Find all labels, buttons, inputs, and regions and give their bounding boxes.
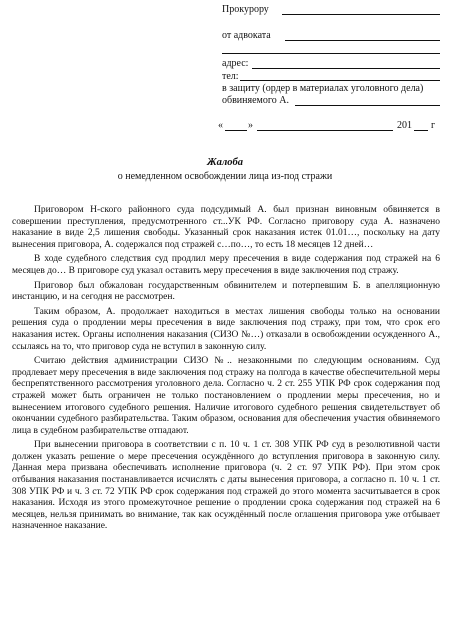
date-open-quote: « (218, 120, 223, 131)
address-blank (252, 68, 440, 69)
defense-line: в защиту (ордер в материалах уголовного дела) (222, 83, 424, 94)
date-year-blank (414, 130, 428, 131)
document-subtitle: о немедленном освобождении лица из-под стражи (117, 171, 333, 182)
accused-blank (295, 105, 440, 106)
date-day-blank (225, 130, 247, 131)
paragraph: Таким образом, А. продолжает находиться в местах лишения свободы только на основании решения суда о продлении меры пресечения в виде заключения под стражу, при том, что срок его наказания истек. Органы исполнения наказания (СИЗО №…) отказали в освобождении осужденного А., ссылаясь на то, что приговор суда не вступил в законную силу. (12, 306, 440, 352)
prosecutor-blank (282, 14, 440, 15)
blank-line (222, 53, 440, 54)
lawyer-blank (285, 40, 440, 41)
accused-label: обвиняемого А. (222, 95, 289, 106)
date-month-blank (257, 130, 393, 131)
document-title: Жалоба (206, 157, 244, 168)
phone-label: тел: (222, 71, 239, 82)
phone-blank (240, 80, 440, 81)
lawyer-label: от адвоката (222, 30, 271, 41)
paragraph: В ходе судебного следствия суд продлил меру пресечения в виде содержания под стражей на 6 месяцев до… В приговоре суд указал оставить меру пресечения в виде заключения под стражу. (12, 254, 440, 276)
complaint-body (12, 205, 440, 536)
paragraph: Считаю действия администрации СИЗО №.. незаконными по следующим основаниям. Суд продлевает меру пресечения в виде заключения под стражу на полгода в качестве обеспечительной меры беспрепятственного рассмотрения уголовного дела. Согласно ч. 2 ст. 255 УПК РФ срок содержания под стражей может быть ограничен не только постановлением о продлении меры пресечения, но и вынесением итогового судебного решения. Наличие итогового судебного решения свидетельствует об окончании судебного разбирательства. Таким образом, основания для обеспечения участия обвиняемого лица в судебном разбирательстве отпадают. (12, 356, 440, 436)
paragraph: Приговором Н-ского районного суда подсудимый А. был признан виновным обвиняется в совершении преступления, предусмотренного ст...УК РФ. Согласно приговору суда А. назначено наказание в виде 2,5 лишения свободы. Указанный срок наказания истек 01.01…, поскольку на дату вынесения приговора, А. содержался под стражей с…по…, то есть 18 месяцев 12 дней… (12, 205, 440, 250)
prosecutor-label: Прокурору (222, 4, 269, 15)
date-year-suffix: г (431, 120, 436, 131)
date-close-quote: » (248, 120, 253, 131)
paragraph: При вынесении приговора в соответствии с п. 10 ч. 1 ст. 308 УПК РФ суд в резолютивной части должен указать решение о мере пресечения осуждённого до вступления приговора в законную силу. Данная мера призвана обеспечивать исполнение приговора (ч. 2 ст. 97 УПК РФ). При этом срок отбывания наказания постанавливается исчислять с даты вынесения приговора, а согласно п. 10 ч. 1 ст. 308 УПК РФ и ч. 3 ст. 72 УПК РФ срок содержания под стражей до этого момента засчитывается в срок наказания. Исходя из этого промежуточное решение о продлении срока содержания под стражей на 6 месяцев, нельзя принимать во внимание, так как осуждённый после оглашения приговора уже отбывает назначенное наказание. (12, 440, 440, 532)
address-label: адрес: (222, 58, 249, 69)
paragraph: Приговор был обжалован государственным обвинителем и потерпевшим Б. в апелляционную инстанцию, и на сегодня не рассмотрен. (12, 280, 440, 303)
date-year: 201 (397, 120, 412, 131)
